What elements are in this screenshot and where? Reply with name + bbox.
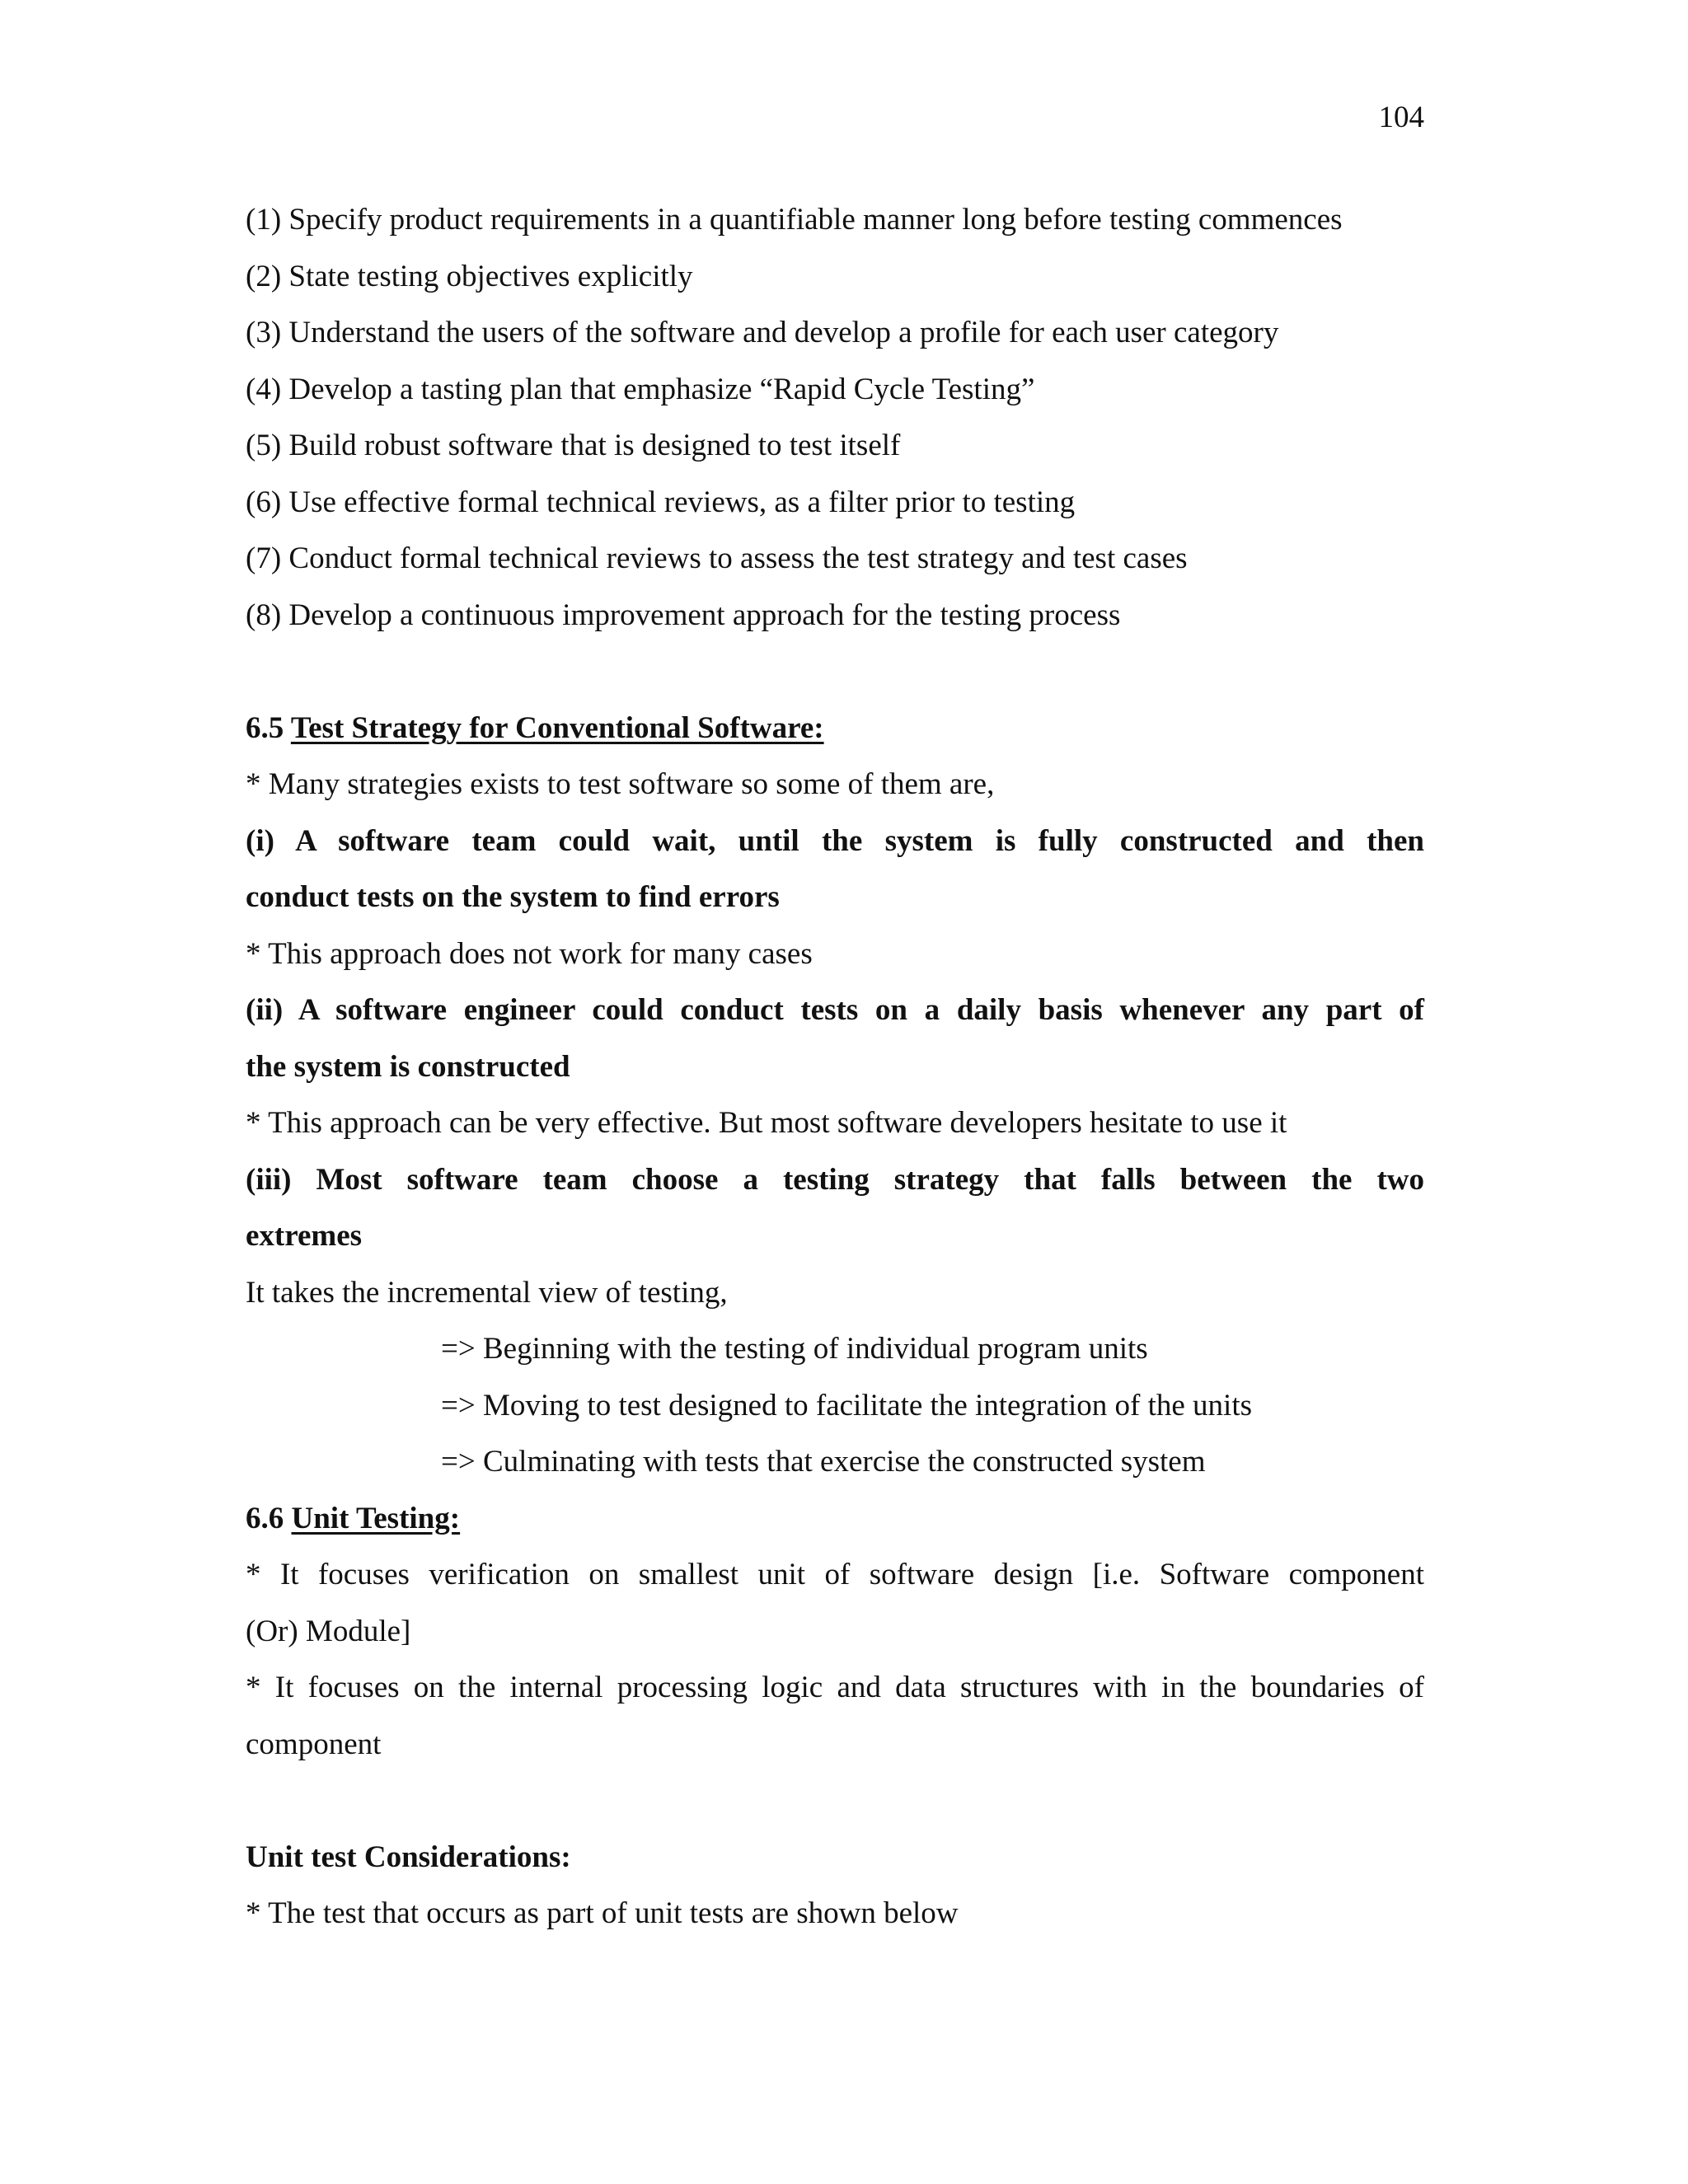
spacer	[246, 644, 1424, 701]
section-title: Unit Testing:	[291, 1501, 461, 1535]
strategy-ii-line1: (ii) A software engineer could conduct tests on a daily basis whenever any part of	[246, 993, 1424, 1027]
principle-item: (1) Specify product requirements in a quantifiable manner long before testing commences	[246, 203, 1343, 237]
incremental-intro: It takes the incremental view of testing,	[246, 1275, 728, 1310]
unit-point2-line2: component	[246, 1727, 382, 1761]
principle-item: (4) Develop a tasting plan that emphasize “Rapid Cycle Testing”	[246, 372, 1035, 406]
principle-item: (5) Build robust software that is designed to test itself	[246, 429, 901, 462]
section-6-5	[246, 701, 1424, 1491]
section-heading	[246, 1491, 1424, 1548]
strategy-ii-note: * This approach can be very effective. But most software developers hesitate to use it	[246, 1106, 1287, 1140]
section-title: Test Strategy for Conventional Software:	[290, 710, 824, 745]
principle-item: (8) Develop a continuous improvement approach for the testing process	[246, 598, 1121, 632]
considerations-text: * The test that occurs as part of unit tests are shown below	[246, 1896, 959, 1930]
unit-point2-line1: * It focuses on the internal processing logic and data structures with in the boundaries of	[246, 1671, 1424, 1704]
strategy-i-note: * This approach does not work for many cases	[246, 936, 813, 971]
unit-test-considerations	[246, 1830, 1424, 1943]
strategy-iii-line1: (iii) Most software team choose a testing strategy that falls between the two	[246, 1162, 1424, 1197]
strategy-i-line2: conduct tests on the system to find errors	[246, 880, 780, 914]
page-number: 104	[1378, 101, 1424, 134]
strategy-i-line1: (i) A software team could wait, until the system is fully constructed and then	[246, 823, 1424, 858]
section-6-6	[246, 1491, 1424, 1774]
spacer	[246, 1773, 1424, 1830]
incremental-step: => Beginning with the testing of individual program units	[441, 1332, 1148, 1366]
principle-item: (6) Use effective formal technical reviews, as a filter prior to testing	[246, 485, 1076, 519]
strategy-ii-line2: the system is constructed	[246, 1049, 570, 1084]
principles-list	[246, 192, 1424, 644]
principle-item: (2) State testing objectives explicitly	[246, 259, 693, 293]
unit-point1-line1: * It focuses verification on smallest unit of software design [i.e. Software component	[246, 1558, 1424, 1591]
principle-item: (3) Understand the users of the software and develop a profile for each user category	[246, 316, 1279, 349]
strategy-iii-line2: extremes	[246, 1219, 363, 1253]
page-content	[246, 192, 1424, 1943]
principle-item: (7) Conduct formal technical reviews to assess the test strategy and test cases	[246, 541, 1188, 575]
section-intro: * Many strategies exists to test software so some of them are,	[246, 767, 995, 801]
considerations-heading: Unit test Considerations:	[246, 1840, 571, 1874]
incremental-step: => Moving to test designed to facilitate the integration of the units	[441, 1388, 1253, 1422]
section-number: 6.6	[246, 1501, 292, 1535]
incremental-step: => Culminating with tests that exercise the constructed system	[441, 1445, 1206, 1479]
section-heading	[246, 701, 1424, 757]
section-number: 6.5	[246, 710, 291, 745]
unit-point1-line2: (Or) Module]	[246, 1614, 411, 1648]
